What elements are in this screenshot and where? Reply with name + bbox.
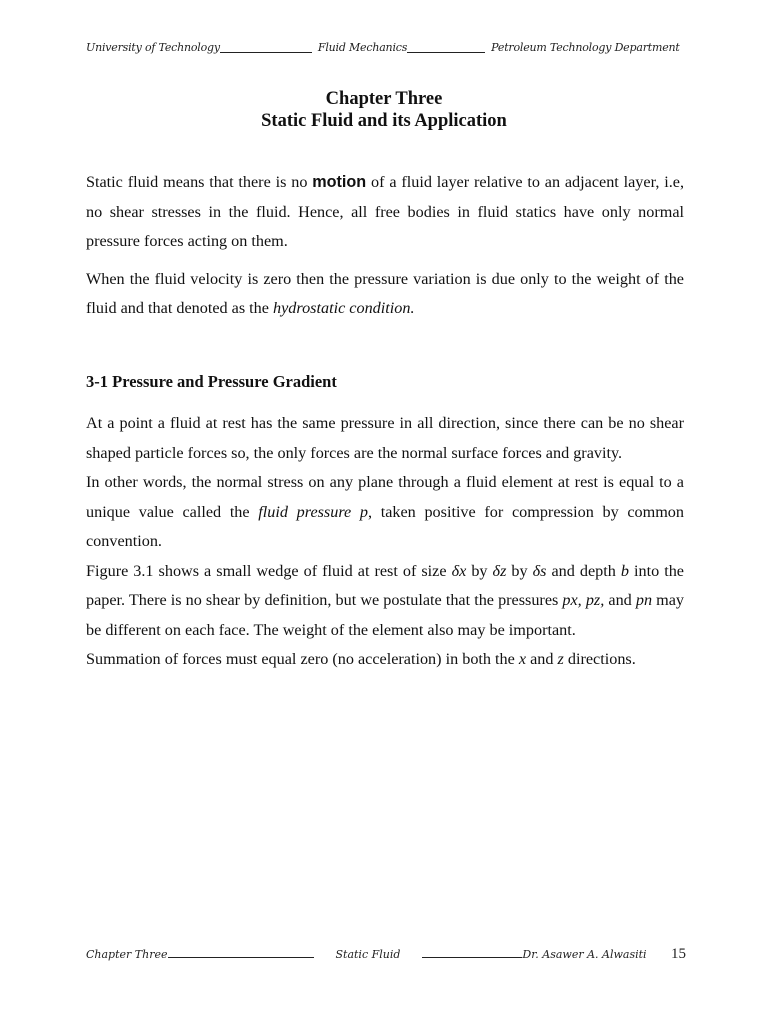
section-paragraph-2 — [86, 468, 684, 557]
symbol-pressures: px, pz, — [562, 591, 605, 609]
section-heading: 3-1 Pressure and Pressure Gradient — [86, 372, 337, 391]
header-rule — [407, 41, 485, 53]
text-run: In other words, the normal stress on any plane through a fluid element at rest is equal to a unique value called the — [86, 473, 684, 521]
text-run: by — [506, 561, 533, 580]
text-run: and — [526, 650, 558, 668]
chapter-subtitle: Static Fluid and its Application — [261, 111, 507, 131]
symbol-z: z — [557, 650, 564, 668]
header-university: University of Technology — [86, 41, 220, 54]
symbol-dx: δx — [451, 561, 467, 580]
footer-topic: Static Fluid — [335, 948, 401, 961]
page-number: 15 — [671, 946, 686, 962]
intro-section — [86, 168, 684, 324]
text-run: directions. — [563, 650, 636, 668]
text-run: , taken positive for compression by common convention. — [86, 502, 684, 550]
footer-rule — [422, 946, 522, 958]
text-run: into the paper. There is no shear by definition, but we postulate that the pressures — [86, 561, 684, 609]
text-run: Static fluid means that there is no — [86, 173, 313, 191]
chapter-titles — [0, 88, 768, 132]
text-run: of a fluid layer relative to an adjacent layer, i.e, no shear stresses in the fluid. Hence, all free bodies in fluid statics have only normal pressure forces acting on them. — [86, 173, 684, 250]
section-paragraph-4 — [86, 645, 684, 675]
section-paragraph-3 — [86, 557, 684, 646]
intro-paragraph-2 — [86, 265, 684, 324]
section-body — [86, 409, 684, 675]
text-run: may be different on each face. The weight of the element also may be important. — [86, 591, 685, 639]
chapter-title: Chapter Three — [325, 89, 443, 109]
footer-chapter: Chapter Three — [86, 948, 168, 961]
symbol-dz: δz — [492, 561, 507, 580]
section-paragraph-1: At a point a fluid at rest has the same pressure in all direction, since there can be no shear shaped particle forces so, the only forces are the normal surface forces and gravity. — [86, 414, 684, 462]
symbol-ds: δs — [532, 561, 547, 580]
intro-paragraph-1 — [86, 168, 684, 257]
symbol-pn: pn — [635, 591, 653, 609]
header-course: Fluid Mechanics — [317, 41, 408, 54]
header-rule — [220, 41, 312, 53]
running-footer — [86, 946, 686, 963]
emphasis-hydrostatic: hydrostatic condition. — [273, 299, 415, 317]
text-run: by — [466, 561, 493, 580]
footer-rule — [168, 946, 314, 958]
running-header — [86, 41, 682, 54]
text-run: When the fluid velocity is zero then the pressure variation is due only to the weight of the fluid and that denoted as the — [86, 269, 684, 317]
text-run: Summation of forces must equal zero (no acceleration) in both the — [86, 650, 519, 668]
symbol-b: b — [620, 561, 629, 580]
header-department: Petroleum Technology Department — [491, 41, 680, 54]
footer-author: Dr. Asawer A. Alwasiti — [522, 948, 647, 961]
text-run: and depth — [546, 561, 621, 580]
symbol-x: x — [518, 650, 527, 668]
emphasis-fluid-pressure: fluid pressure p — [258, 502, 368, 521]
emphasis-motion: motion — [312, 173, 367, 191]
text-run: and — [604, 591, 636, 609]
text-run: Figure 3.1 shows a small wedge of fluid at rest of size — [86, 561, 452, 580]
